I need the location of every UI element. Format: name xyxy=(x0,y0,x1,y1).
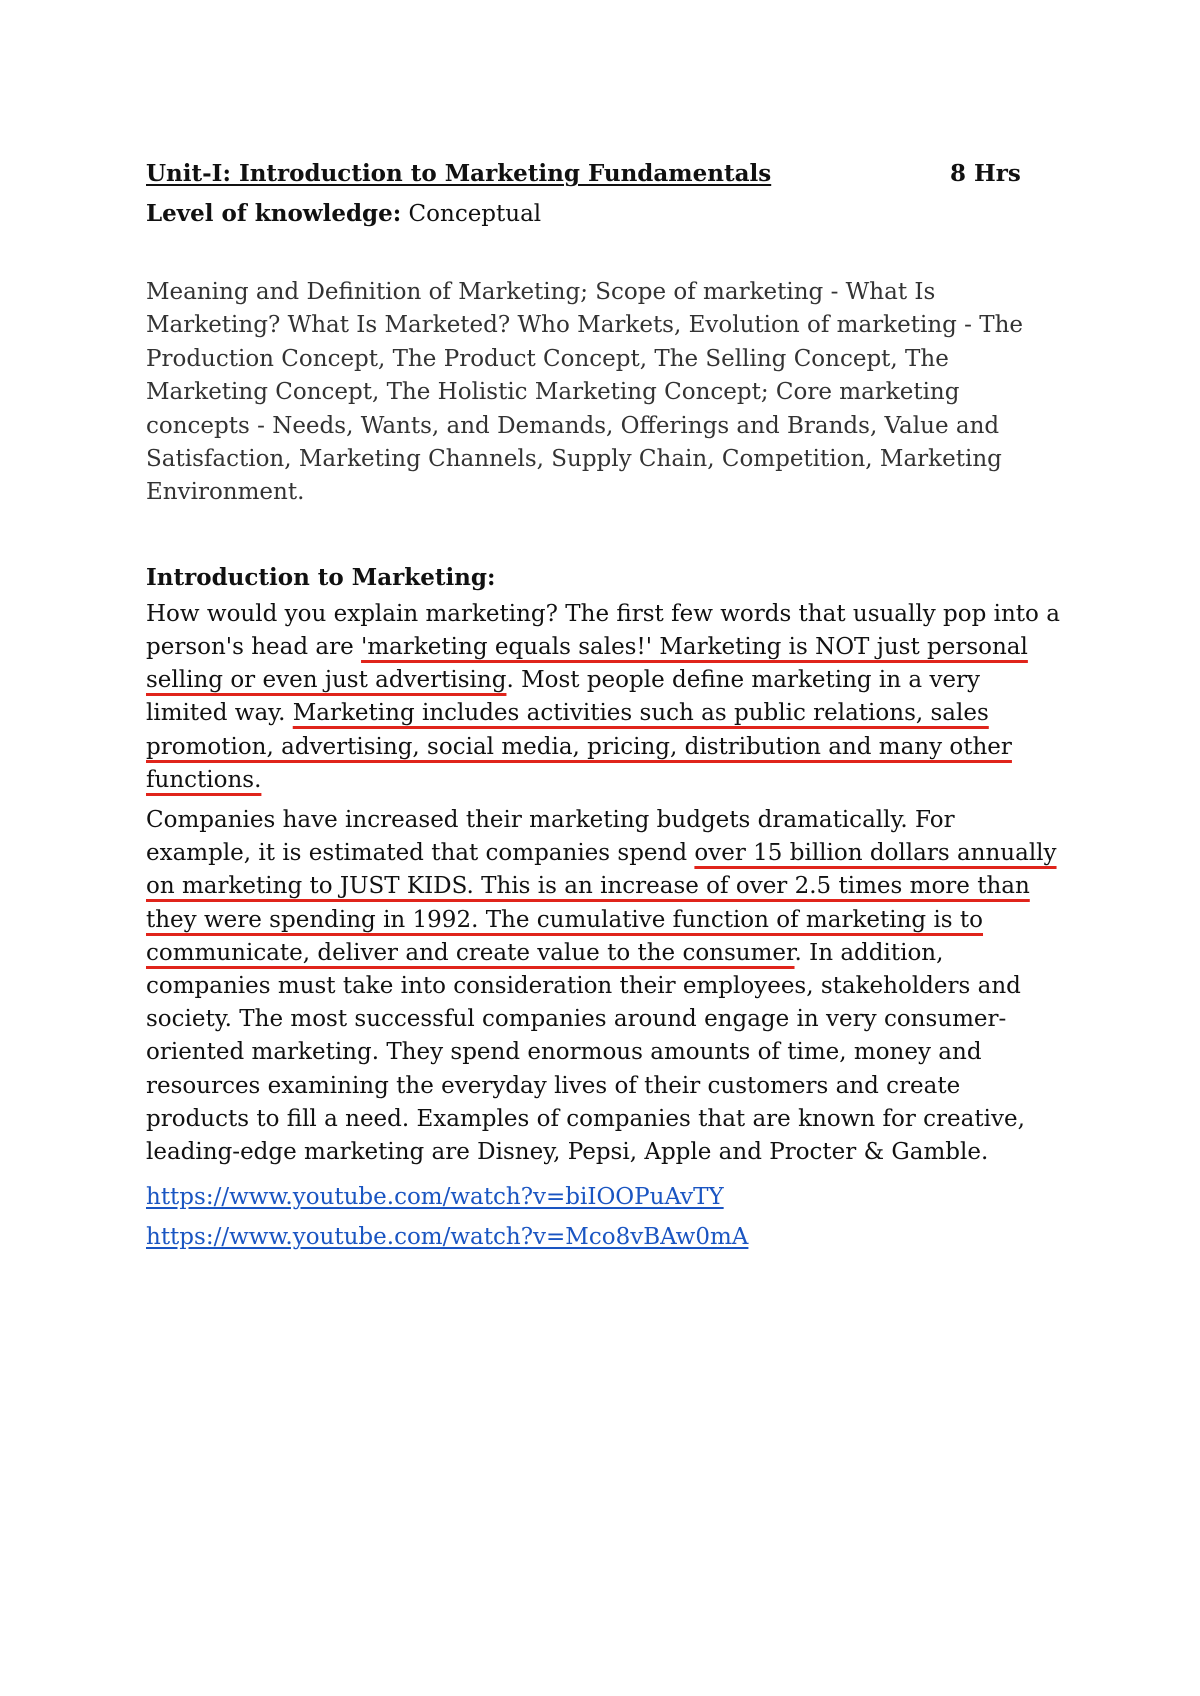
paragraph-text: How would you explain marketing? The first few words that usually pop into a person's head are xyxy=(146,600,1060,661)
syllabus-paragraph: Meaning and Definition of Marketing; Scope of marketing - What Is Marketing? What Is Marketed? Who Markets, Evolution of marketing - The Production Concept, The Product Concept, The Selling Concept, The Marketing Concept, The Holistic Marketing Concept; Core marketing concepts - Needs, Wants, and Demands, Offerings and Brands, Value and Satisfaction, Marketing Channels, Supply Chain, Competition, Marketing Environment. xyxy=(146,279,1024,506)
paragraph-text: . Most people define marketing in a very limited way. xyxy=(146,667,981,727)
highlighted-text: over 15 billion dollars annually on marketing to JUST KIDS. This is an increase of over 2.5 times more than they were spending in 1992. The cumulative function of marketing is to communicate, deliver and create value to the consumer xyxy=(146,840,1057,966)
document-page xyxy=(146,154,1066,1257)
unit-hours: 8 Hrs xyxy=(950,160,1021,187)
highlighted-text: 'marketing equals sales!' Marketing is NOT just personal selling or even just advertising xyxy=(146,634,1028,694)
paragraph-text: . In addition, companies must take into consideration their employees, stakeholders and society. The most successful companies around engage in very consumer-oriented marketing. They spend enormous amounts of time, money and resources examining the everyday lives of their customers and create products to fill a need. Examples of companies that are known for creative, leading-edge marketing are Disney, Pepsi, Apple and Procter & Gamble. xyxy=(146,939,1025,1166)
highlighted-text: Marketing includes activities such as public relations, sales promotion, advertising, social media, pricing, distribution and many other functions. xyxy=(146,700,1012,793)
video-links xyxy=(146,1177,1066,1257)
paragraph-text: Companies have increased their marketing budgets dramatically. For example, it is estimated that companies spend xyxy=(146,807,955,867)
youtube-link[interactable]: https://www.youtube.com/watch?v=Mco8vBAw0mA xyxy=(146,1224,749,1251)
intro-paragraph-1 xyxy=(146,598,1066,797)
unit-title: Unit-I: Introduction to Marketing Fundamentals xyxy=(146,160,772,187)
youtube-link[interactable]: https://www.youtube.com/watch?v=biIOOPuAvTY xyxy=(146,1184,724,1211)
knowledge-label: Level of knowledge: xyxy=(146,200,402,227)
intro-paragraph-2 xyxy=(146,804,1066,1169)
knowledge-level xyxy=(146,194,1066,234)
section-heading: Introduction to Marketing: xyxy=(146,563,496,591)
unit-header xyxy=(146,154,1066,194)
knowledge-value: Conceptual xyxy=(401,201,542,227)
